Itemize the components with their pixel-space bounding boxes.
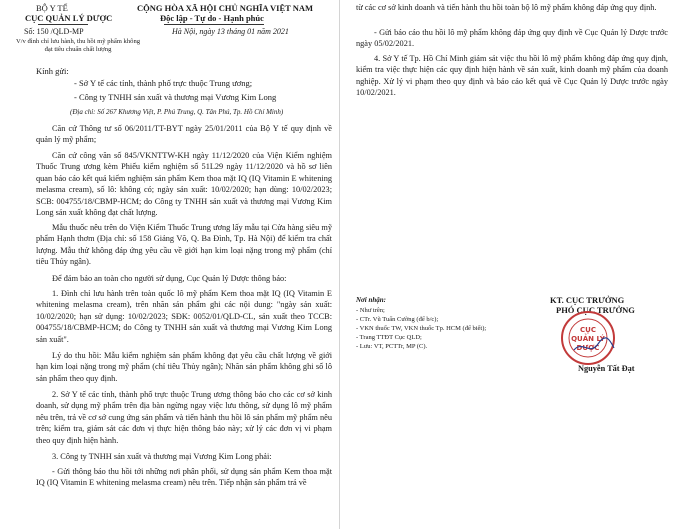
greeting-label: Kính gửi: (36, 66, 69, 76)
body-paragraph: - Gửi báo cáo thu hồi lô mỹ phẩm không đáp ứng quy định về Cục Quản lý Dược trước ngày 05/02/2021. (356, 28, 668, 49)
body-paragraph: 1. Đình chỉ lưu hành trên toàn quốc lô mỹ phẩm Kem thoa mặt IQ (IQ Vitamin E whitening melasma cream), trên nhãn sản phẩm ghi các nội dung: "ngày sản xuất: 10/02/2020; hạn sử dụng: 10/02/2023; SĐK: 0052/01/QLD-CL, sản xuất theo TCCB: 004755/18/CBMP-HCM; do Công ty TNHH sản xuất và thương mại Vương Kim Long sản xuất". (36, 289, 332, 344)
page-right-column (342, 0, 680, 529)
recipients-item: - Như trên; (356, 307, 385, 314)
recipients-item: - CTr. Vũ Tuấn Cường (để b/c); (356, 316, 439, 323)
header-rule-left (38, 24, 88, 25)
seal-text: DƯỢC (576, 344, 600, 352)
body-paragraph: Để đảm bảo an toàn cho người sử dụng, Cục Quản lý Dược thông báo: (52, 274, 287, 283)
seal-text: QUẢN LÝ (571, 335, 605, 343)
official-seal (560, 310, 616, 366)
document-subject: V/v đình chỉ lưu hành, thu hồi mỹ phẩm không đạt tiêu chuẩn chất lượng (15, 38, 141, 53)
seal-text: CỤC (580, 326, 596, 334)
republic-title: CỘNG HÒA XÃ HỘI CHỦ NGHĨA VIỆT NAM (137, 3, 314, 13)
page-left-column (0, 0, 338, 529)
recipients-item: - VKN thuốc TW, VKN thuốc Tp. HCM (để biết); (356, 325, 487, 332)
ministry-name: BỘ Y TẾ (36, 3, 68, 13)
recipient-line-1: - Sở Y tế các tỉnh, thành phố trực thuộc Trung ương; (74, 78, 253, 88)
page-divider (339, 0, 340, 529)
body-paragraph: 3. Công ty TNHH sản xuất và thương mại Vương Kim Long phải: (52, 452, 272, 461)
body-paragraph: Căn cứ Thông tư số 06/2011/TT-BYT ngày 25/01/2011 của Bộ Y tế quy định về quản lý mỹ phẩm; (36, 124, 332, 145)
body-paragraph: Căn cứ công văn số 845/VKNTTW-KH ngày 11/12/2020 của Viện Kiểm nghiệm Thuốc Trung ương kèm Phiếu kiểm nghiệm số 51L29 ngày 11/12/2020 và hồ sơ liên quan báo cáo kết quả kiểm nghiệm sản phẩm Kem thoa mặt IQ (IQ Vitamin E whitening melasma cream), số lô: không có; ngày sản xuất: 10/02/2020; hạn dùng: 10/02/2023; SCB: 004755/18/CBMP-HCM; do Công ty TNHH sản xuất và thương mại Vương Kim Long sản xuất không đạt chất lượng. (36, 151, 332, 218)
body-paragraph: Mẫu thuốc nêu trên do Viện Kiểm Thuốc Trung ương lấy mẫu tại Cửa hàng siêu mỹ phẩm Hạnh thơm (Địa chỉ: số 158 Giảng Võ, Q. Ba Đình, Tp. Hà Nội) để kiểm tra chất lượng. Mẫu thử không đáp ứng yêu cầu về giới hạn kim loại nặng trong mỹ phẩm (chỉ tiêu Thủy ngân). (36, 223, 332, 267)
body-paragraph: 4. Sở Y tế Tp. Hồ Chí Minh giám sát việc thu hồi lô mỹ phẩm không đáp ứng quy định, kiểm tra việc thực hiện các quy định hiện hành về sản xuất, kinh doanh mỹ phẩm của doanh nghiệp. Xử lý vi phạm theo quy định và báo cáo kết quả về Cục Quản lý Dược trước ngày 10/02/2021. (356, 54, 668, 98)
body-paragraph: Lý do thu hồi: Mẫu kiểm nghiệm sản phẩm không đạt yêu cầu chất lượng về giới hạn kim loại nặng trong mỹ phẩm (chỉ tiêu Thủy ngân); Nhãn sản phẩm không ghi số lô sản phẩm theo quy định. (36, 351, 332, 383)
national-motto: Độc lập - Tự do - Hạnh phúc (160, 13, 264, 23)
recipients-title: Nơi nhận: (356, 296, 387, 304)
signer-name: Nguyễn Tất Đạt (578, 364, 635, 373)
body-paragraph: từ các cơ sở kinh doanh và tiến hành thu hồi toàn bộ lô mỹ phẩm không đáp ứng quy định. (356, 3, 657, 12)
signature-title: KT. CỤC TRƯỞNG (550, 295, 625, 305)
body-paragraph: - Gửi thông báo thu hồi tới những nơi phân phối, sử dụng sản phẩm Kem thoa mặt IQ (IQ Vitamin E whitening melasma cream) nêu trên. Tiếp nhận sản phẩm trả về (36, 467, 332, 488)
document-number: Số: 150 /QLD-MP (24, 27, 84, 36)
recipient-line-2: - Công ty TNHH sản xuất và thương mại Vương Kim Long (74, 92, 277, 102)
body-paragraph: 2. Sở Y tế các tỉnh, thành phố trực thuộc Trung ương thông báo cho các cơ sở kinh doanh, sử dụng mỹ phẩm trên địa bàn ngừng ngay việc lưu thông, sử dụng lô mỹ phẩm nêu trên, trả về cơ sở cung ứng sản phẩm và tiến hành thu hồi lô sản phẩm mỹ phẩm nêu trên; kiểm tra, giám sát các đơn vị thực hiện thông báo này; xử lý các đơn vị vi phạm theo quy định hiện hành. (36, 390, 332, 445)
header-rule-right (164, 24, 264, 25)
recipients-item: - Trang TTĐT Cục QLD; (356, 334, 422, 341)
signature-subtitle: PHÓ CỤC TRƯỞNG (556, 305, 635, 315)
document-date: Hà Nội, ngày 13 tháng 01 năm 2021 (172, 27, 289, 36)
recipient-address: (Địa chỉ: Số 267 Khương Việt, P. Phú Trung, Q. Tân Phú, Tp. Hồ Chí Minh) (70, 108, 284, 116)
department-name: CỤC QUẢN LÝ DƯỢC (25, 13, 113, 23)
recipients-item: - Lưu: VT, PCTTr, MP (C). (356, 343, 428, 350)
